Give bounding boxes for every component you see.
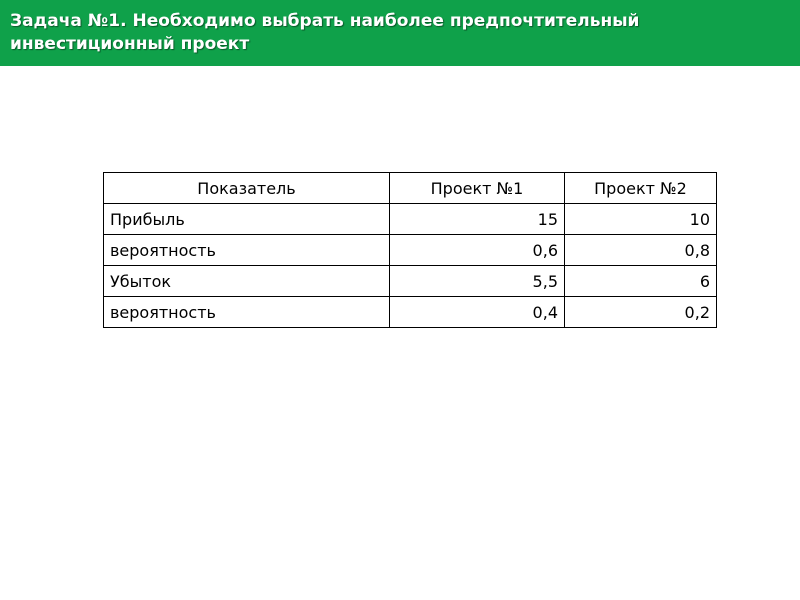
project-2-value: 0,2 (565, 297, 717, 328)
project-2-value: 6 (565, 266, 717, 297)
comparison-table (103, 172, 717, 328)
row-label: Убыток (104, 266, 390, 297)
slide-title: Задача №1. Необходимо выбрать наиболее предпочтительный инвестиционный проект (10, 11, 640, 54)
title-bar (0, 0, 800, 66)
header-project-2: Проект №2 (565, 173, 717, 204)
table-row (104, 297, 717, 328)
project-1-value: 0,4 (390, 297, 565, 328)
row-label: вероятность (104, 297, 390, 328)
table-row (104, 266, 717, 297)
row-label: вероятность (104, 235, 390, 266)
row-label: Прибыль (104, 204, 390, 235)
project-1-value: 5,5 (390, 266, 565, 297)
table-row (104, 204, 717, 235)
table-header-row (104, 173, 717, 204)
project-2-value: 10 (565, 204, 717, 235)
project-2-value: 0,8 (565, 235, 717, 266)
header-indicator: Показатель (104, 173, 390, 204)
project-1-value: 15 (390, 204, 565, 235)
project-1-value: 0,6 (390, 235, 565, 266)
table-row (104, 235, 717, 266)
header-project-1: Проект №1 (390, 173, 565, 204)
